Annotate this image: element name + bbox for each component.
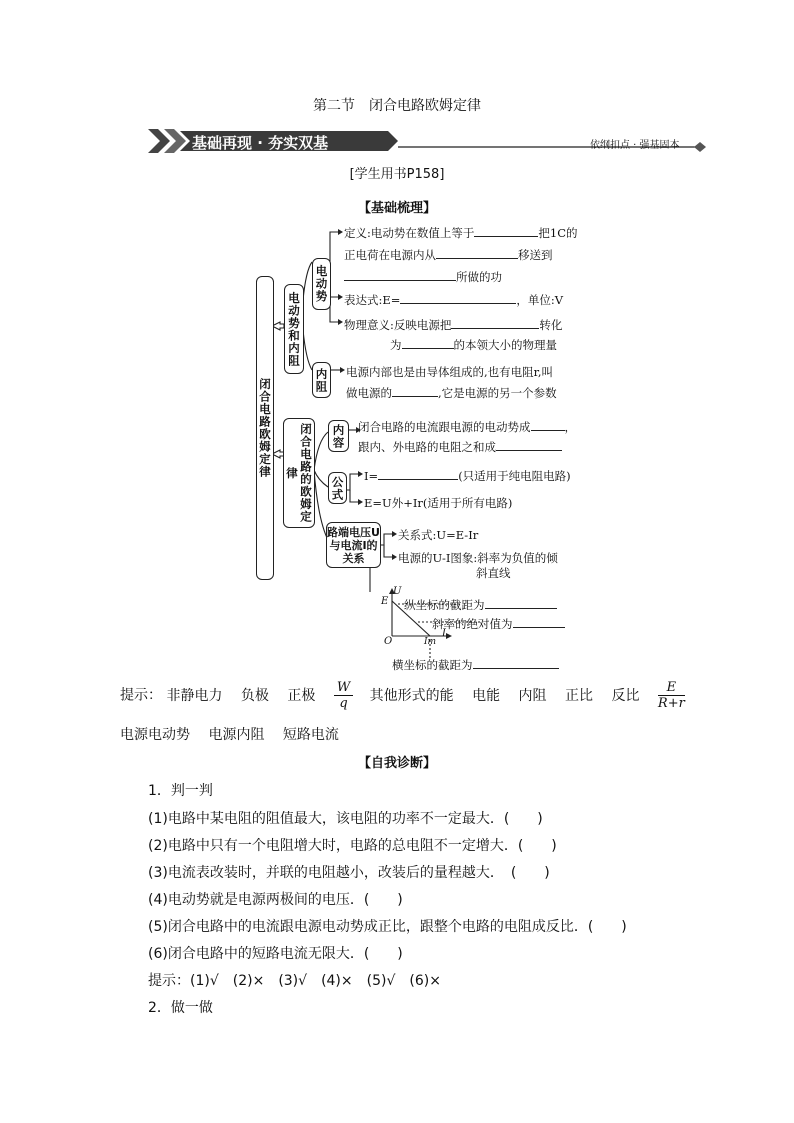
graph-axis-i: I (442, 628, 446, 639)
hint-item: 负极 (240, 687, 269, 704)
branch-ohm-law: 闭合电路的欧姆定律 (283, 418, 315, 528)
blank (392, 384, 438, 397)
hint-item: 电能 (472, 687, 501, 704)
blank (513, 615, 565, 628)
blank (378, 467, 458, 480)
node-internal-resistance: 内阻 (312, 362, 331, 398)
question-2-heading: 2．做一做 (148, 1000, 213, 1016)
judge-item: (2)电路中只有一个电阻增大时，电路的总电阻不一定增大．( ) (148, 838, 557, 854)
hint-item: 反比 (611, 687, 640, 704)
node-formula: 公式 (328, 472, 347, 504)
blank (451, 316, 539, 329)
law-content-line1: 闭合电路的电流跟电源的电动势成 ， (358, 420, 576, 434)
blank (402, 336, 454, 349)
judge-answers: 提示：(1)√ (2)× (3)√ (4)× (5)√ (6)× (148, 973, 441, 989)
banner-left-text: 基础再现 · 夯实双基 (192, 134, 329, 152)
emf-physical-meaning-line2: 为 的本领大小的物理量 (390, 338, 557, 352)
judge-item: (4)电动势就是电源两极间的电压．( ) (148, 892, 403, 908)
blank (531, 418, 565, 431)
graph-origin: O (384, 636, 393, 647)
mindmap-root: 闭合电路欧姆定律 (256, 276, 274, 580)
node-terminal-voltage: 路端电压U与电流I的关系 (326, 522, 381, 568)
judge-item: (3)电流表改装时，并联的电阻越小，改装后的量程越大． ( ) (148, 865, 550, 881)
graph-label-im: Im (424, 637, 437, 647)
emf-definition-line3: 所做的功 (344, 268, 502, 285)
answer-hint-line2: 电源电动势 电源内阻 短路电流 (120, 727, 339, 743)
graph-axis-u: U (393, 586, 402, 597)
answer-hint: 提示： 非静电力 负极 正极 $\frac{W}{q}$ 其他形式的能 电能 内阻 正比 反比 $\frac{E}{R+r}$ (120, 680, 685, 711)
graph-slope: 斜率的绝对值为 (432, 615, 565, 632)
node-emf: 电动势 (312, 258, 331, 310)
emf-definition-line1: 定义:电动势在数值上等于 把1C的 (344, 226, 578, 240)
judge-item: (5)闭合电路中的电流跟电源电动势成正比，跟整个电路的电阻成反比．( ) (148, 919, 627, 935)
hint-item: 非静电力 (166, 687, 223, 704)
section-heading-basics: 【基础梳理】 (357, 201, 436, 216)
page-title: 第二节 闭合电路欧姆定律 (313, 98, 481, 114)
blank (485, 596, 557, 609)
blank (344, 268, 456, 281)
blank (474, 224, 538, 237)
banner-right-text: 依纲扣点 · 强基固本 (590, 140, 680, 151)
emf-expression: 表达式:E= ，单位:V (344, 293, 564, 307)
branch-emf-resistance: 电动势和内阻 (284, 284, 304, 374)
question-1-heading: 1．判一判 (148, 783, 213, 799)
blank (400, 291, 516, 304)
hint-item: 正极 (287, 687, 316, 704)
judge-item: (1)电路中某电阻的阻值最大，该电阻的功率不一定最大．( ) (148, 811, 543, 827)
section-heading-self-diagnosis: 【自我诊断】 (357, 756, 436, 771)
hint-item: 正比 (565, 687, 593, 704)
blank (473, 656, 559, 669)
relation-formula: 关系式:U=E-Ir (398, 528, 479, 542)
graph-x-intercept: 横坐标的截距为 (392, 656, 559, 673)
book-reference: [学生用书P158] (349, 167, 445, 182)
blank (436, 246, 518, 259)
graph-y-intercept: 纵坐标的截距为 (404, 596, 557, 613)
formula-current: I= (只适用于纯电阻电路) (364, 469, 571, 483)
ui-graph-desc-line2: 斜直线 (476, 566, 511, 580)
formula-emf: E=U外+Ir(适用于所有电路) (364, 496, 513, 510)
blank (496, 438, 562, 451)
node-content: 内容 (328, 420, 349, 452)
ui-graph-desc-line1: 电源的U-I图象:斜率为负值的倾 (398, 551, 558, 565)
emf-definition-line2: 正电荷在电源内从 移送到 (344, 248, 553, 262)
internal-resistance-line1: 电源内部也是由导体组成的,也有电阻r,叫 (346, 365, 554, 379)
hint-item: 其他形式的能 (369, 687, 454, 704)
hint-item: 内阻 (518, 687, 547, 704)
judge-item: (6)闭合电路中的短路电流无限大．( ) (148, 946, 403, 962)
graph-label-e: E (381, 596, 389, 607)
law-content-line2: 跟内、外电路的电阻之和成 (358, 438, 562, 455)
emf-physical-meaning-line1: 物理意义:反映电源把 转化 (344, 318, 563, 332)
hint-fraction-er: $\frac{E}{R+r}$ (657, 680, 685, 711)
internal-resistance-line2: 做电源的 ,它是电源的另一个参数 (346, 386, 557, 400)
hint-fraction-wq: $\frac{W}{q}$ (334, 680, 353, 711)
